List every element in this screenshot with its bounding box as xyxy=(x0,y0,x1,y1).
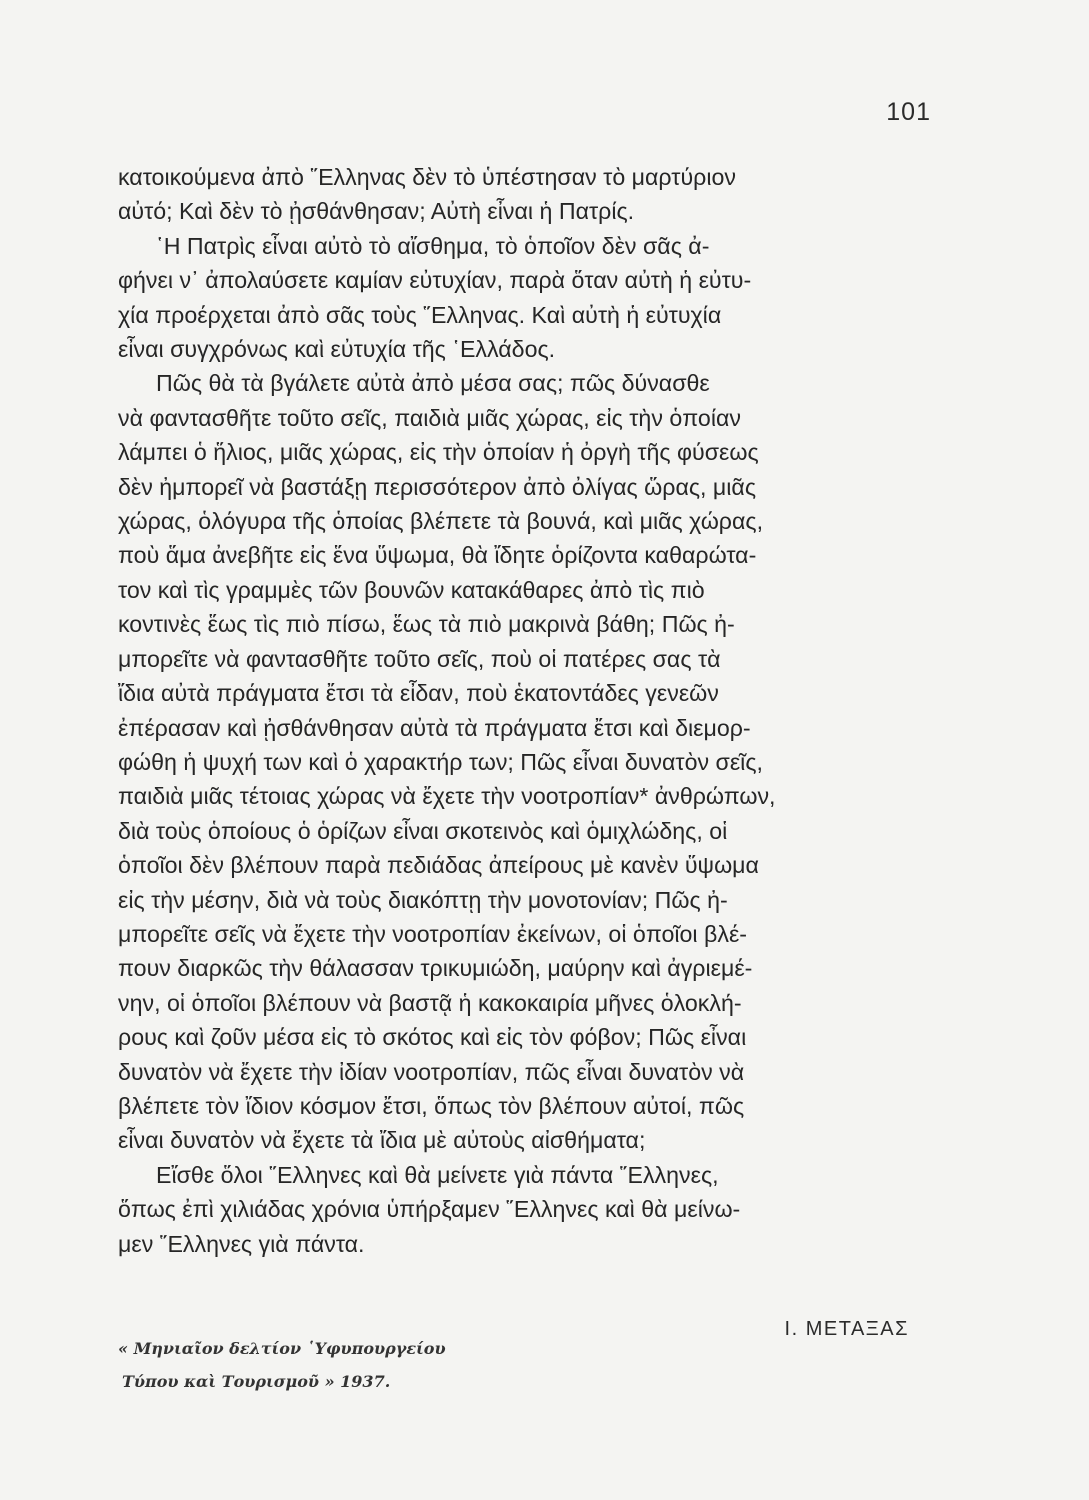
text-line: μεν ῞Ελληνες γιὰ πάντα. xyxy=(118,1230,365,1257)
text-line: φώθη ἡ ψυχή των καὶ ὁ χαρακτήρ των; Πῶς εἶναι δυνατὸν σεῖς, xyxy=(118,748,763,775)
source-line-1: « Μηνιαῖον δελτίον ῾Υφυπουργείου xyxy=(118,1339,446,1358)
text-line: Πῶς θὰ τὰ βγάλετε αὐτὰ ἀπὸ μέσα σας; πῶς δύνασθε xyxy=(156,370,710,397)
text-line: ἐπέρασαν καὶ ᾐσθάνθησαν αὐτὰ τὰ πράγματα ἔτσι καὶ διεμορ- xyxy=(118,714,751,741)
text-line: δυνατὸν νὰ ἔχετε τὴν ἰδίαν νοοτροπίαν, πῶς εἶναι δυνατὸν νὰ xyxy=(118,1058,745,1085)
text-line: μπορεῖτε νὰ φαντασθῆτε τοῦτο σεῖς, ποὺ οἱ πατέρες σας τὰ xyxy=(118,645,721,672)
source-line-2: Τύπου καὶ Τουρισμοῦ » 1937. xyxy=(122,1372,391,1391)
text-line: ῾Η Πατρὶς εἶναι αὐτὸ τὸ αἴσθημα, τὸ ὁποῖον δὲν σᾶς ἀ- xyxy=(156,232,710,259)
text-line: πουν διαρκῶς τὴν θάλασσαν τρικυμιώδη, μαύρην καὶ ἀγριεμέ- xyxy=(118,955,753,982)
text-line: δὲν ἠμπορεῖ νὰ βαστάξῃ περισσότερον ἀπὸ ὀλίγας ὥρας, μιᾶς xyxy=(118,473,757,500)
text-line: φήνει ν᾽ ἀπολαύσετε καμίαν εὐτυχίαν, παρὰ ὅταν αὐτὴ ἡ εὐτυ- xyxy=(118,267,752,294)
source-citation xyxy=(118,1332,446,1398)
text-line: εἰς τὴν μέσην, διὰ νὰ τοὺς διακόπτῃ τὴν μονοτονίαν; Πῶς ἠ- xyxy=(118,886,728,913)
text-line: κατοικούμενα ἀπὸ ῞Ελληνας δὲν τὸ ὑπέστησαν τὸ μαρτύριον xyxy=(118,164,736,190)
page-number: 101 xyxy=(886,98,931,126)
text-line: ὁποῖοι δὲν βλέπουν παρὰ πεδιάδας ἀπείρους μὲ κανὲν ὕψωμα xyxy=(118,852,759,879)
text-line: χώρας, ὁλόγυρα τῆς ὁποίας βλέπετε τὰ βουνά, καὶ μιᾶς χώρας, xyxy=(118,508,764,535)
text-line: ἴδια αὐτὰ πράγματα ἔτσι τὰ εἶδαν, ποὺ ἑκατοντάδες γενεῶν xyxy=(118,680,719,707)
text-line: κοντινὲς ἕως τὶς πιὸ πίσω, ἕως τὰ πιὸ μακρινὰ βάθη; Πῶς ἠ- xyxy=(118,611,735,638)
text-line: τον καὶ τὶς γραμμὲς τῶν βουνῶν κατακάθαρες ἀπὸ τὶς πιὸ xyxy=(118,576,705,603)
text-line: διὰ τοὺς ὁποίους ὁ ὁρίζων εἶναι σκοτεινὸς καὶ ὁμιχλώδης, οἱ xyxy=(118,817,728,844)
text-line: ρους καὶ ζοῦν μέσα εἰς τὸ σκότος καὶ εἰς τὸν φόβον; Πῶς εἶναι xyxy=(118,1024,747,1051)
text-line: βλέπετε τὸν ἴδιον κόσμον ἔτσι, ὅπως τὸν βλέπουν αὐτοί, πῶς xyxy=(118,1092,745,1119)
author-signature: Ι. ΜΕΤΑΞΑΣ xyxy=(784,1318,909,1340)
text-line: χία προέρχεται ἀπὸ σᾶς τοὺς ῞Ελληνας. Καὶ αὐτὴ ἡ εὐτυχία xyxy=(118,301,722,328)
text-line: εἶναι δυνατὸν νὰ ἔχετε τὰ ἴδια μὲ αὐτοὺς αἰσθήματα; xyxy=(118,1127,646,1154)
text-line: αὐτό; Καὶ δὲν τὸ ᾐσθάνθησαν; Αὐτὴ εἶναι ἡ Πατρίς. xyxy=(118,198,635,225)
text-line: νην, οἱ ὁποῖοι βλέπουν νὰ βαστᾷ ἡ κακοκαιρία μῆνες ὁλοκλή- xyxy=(118,989,742,1016)
body-text xyxy=(118,160,946,1261)
text-line: λάμπει ὁ ἥλιος, μιᾶς χώρας, εἰς τὴν ὁποίαν ἡ ὀργὴ τῆς φύσεως xyxy=(118,439,759,466)
text-line: νὰ φαντασθῆτε τοῦτο σεῖς, παιδιὰ μιᾶς χώρας, εἰς τὴν ὁποίαν xyxy=(118,404,741,431)
text-line: παιδιὰ μιᾶς τέτοιας χώρας νὰ ἔχετε τὴν νοοτροπίαν* ἀνθρώπων, xyxy=(118,783,776,810)
text-line: ποὺ ἅμα ἀνεβῆτε εἰς ἕνα ὕψωμα, θὰ ἴδητε ὁρίζοντα καθαρώτα- xyxy=(118,542,757,569)
text-line: μπορεῖτε σεῖς νὰ ἔχετε τὴν νοοτροπίαν ἐκείνων, οἱ ὁποῖοι βλέ- xyxy=(118,920,748,947)
text-line: Εἴσθε ὅλοι ῞Ελληνες καὶ θὰ μείνετε γιὰ πάντα ῞Ελληνες, xyxy=(156,1161,719,1188)
text-line: εἶναι συγχρόνως καὶ εὐτυχία τῆς ῾Ελλάδος. xyxy=(118,336,556,363)
text-line: ὅπως ἐπὶ χιλιάδας χρόνια ὑπήρξαμεν ῞Ελληνες καὶ θὰ μείνω- xyxy=(118,1196,741,1223)
